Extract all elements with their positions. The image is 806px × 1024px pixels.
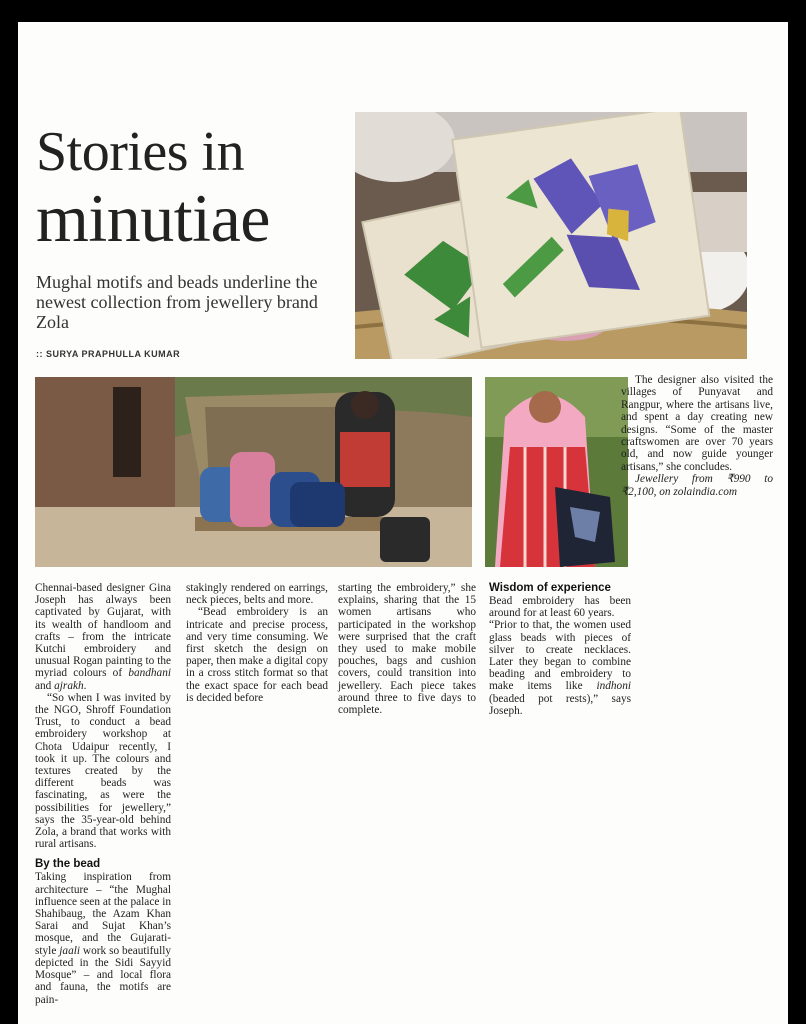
paragraph: “Bead embroidery is an intricate and precise process, and very time consuming. We first sketch the design on paper, then make a digital copy in a cross stitch format so that the exact space for each bead is decided before: [186, 606, 328, 704]
price-info: Jewellery from ₹990 to ₹2,100, on zolaindia.com: [621, 473, 773, 498]
paragraph: [35, 871, 171, 1005]
headline-line-1: Stories in: [36, 121, 245, 183]
text-run: Taking inspiration from architecture – “the Mughal influence seen at the palace in Shahibaug, the Azam Khan Sarai and Sujat Khan’s mosque, and the Gujarati-style: [35, 871, 171, 957]
paragraph: “So when I was invited by the NGO, Shroff Foundation Trust, to conduct a bead embroidery workshop at Chota Udaipur recently, I took it up. The colours and textures created by the different beads was fascinating, as were the possibilities for jewellery,” says the 35-year-old behind Zola, a brand that works with rural artisans.: [35, 691, 171, 851]
italic-term: ajrakh: [54, 679, 84, 692]
paragraph: [489, 619, 631, 717]
subhead-by-the-bead: By the bead: [35, 858, 101, 871]
italic-term: bandhani: [128, 667, 171, 680]
italic-term: jaali: [59, 944, 80, 957]
headline: [36, 121, 270, 256]
text-run: .: [83, 679, 87, 692]
paragraph: [35, 582, 171, 692]
headline-line-2: minutiae: [36, 180, 270, 256]
photo-beaded-pouches: [355, 112, 747, 359]
paragraph: The designer also visited the villages of Punyavat and Rangpur, where the artisans live, and spent a day creating new designs. “Some of the master craftswomen are over 70 years old, and now guide younger artisans,” she concludes.: [621, 374, 773, 473]
italic-term: indhoni: [596, 680, 631, 693]
text-run: (beaded pot rests),” says Joseph.: [489, 692, 631, 717]
article-column-1: [35, 582, 171, 1006]
text-run: and: [35, 679, 55, 692]
article-column-3: [338, 582, 476, 716]
newspaper-page: [18, 22, 788, 1024]
text-run: work so beautifully depicted in the Sidi Sayyid Mosque” – and local flora and fauna, the motifs are pain-: [35, 944, 171, 1006]
byline: :: SURYA PRAPHULLA KUMAR: [36, 349, 181, 359]
paragraph: stakingly rendered on earrings, neck pieces, belts and more.: [186, 582, 328, 607]
text-run: “Prior to that, the women used glass beads with pieces of silver to create necklaces. Later they began to combine beading and embroidery to make items like: [489, 619, 631, 693]
photo-artisans-workshop: [35, 377, 472, 567]
paragraph: Bead embroidery has been around for at least 60 years.: [489, 595, 631, 620]
text-run: Chennai-based designer Gina Joseph has always been captivated by Gujarat, with its wealth of handloom and crafts – from the intricate Kutchi embroidery and unusual Rogan painting to the myriad colours of: [35, 582, 171, 680]
photo-artisan-embroidering: [485, 377, 628, 567]
subhead-wisdom-of-experience: Wisdom of experience: [489, 582, 611, 594]
sidebar-text: [621, 374, 773, 498]
article-column-4: [489, 582, 631, 717]
standfirst: Mughal motifs and beads underline the newest collection from jewellery brand Zola: [36, 272, 318, 332]
article-column-2: [186, 582, 328, 704]
paragraph: starting the embroidery,” she explains, sharing that the 15 women artisans who participated in the workshop were surprised that the craft they used to make mobile pouches, bags and cushion covers, could transition into jewellery. Each piece takes around three to five days to complete.: [338, 582, 476, 717]
